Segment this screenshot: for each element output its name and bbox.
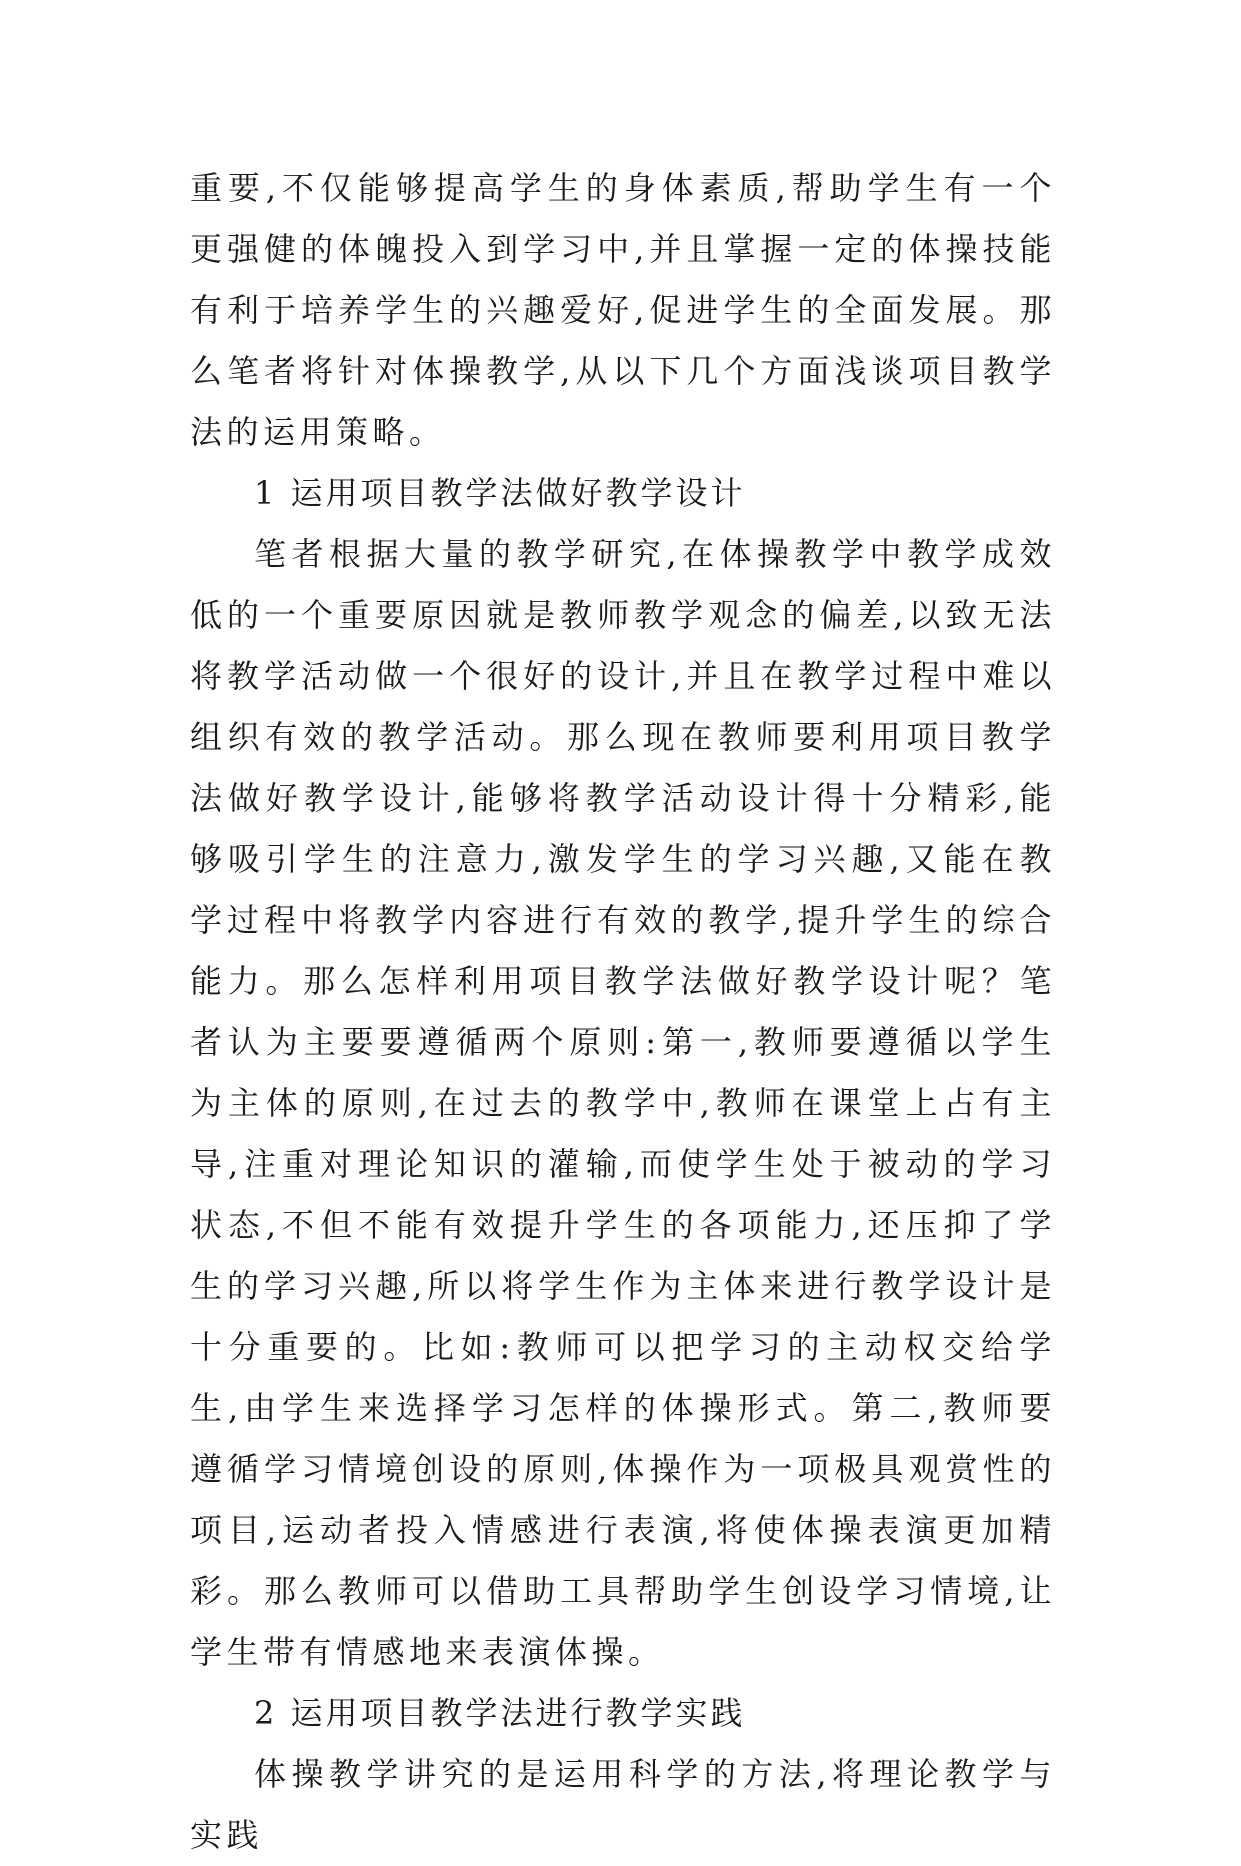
paragraph-section-2: 体操教学讲究的是运用科学的方法,将理论教学与实践: [190, 1755, 1056, 1854]
document-body: [190, 158, 1056, 1866]
paragraph-continuation: 重要,不仅能够提高学生的身体素质,帮助学生有一个更强健的体魄投入到学习中,并且掌握一定的体操技能有利于培养学生的兴趣爱好,促进学生的全面发展。那么笔者将针对体操教学,从以下几个方面浅谈项目教学法的运用策略。: [190, 169, 1056, 451]
section-heading-2: 2 运用项目教学法进行教学实践: [254, 1694, 746, 1732]
section-heading-1: 1 运用项目教学法做好教学设计: [254, 474, 746, 512]
paragraph-section-1: 笔者根据大量的教学研究,在体操教学中教学成效低的一个重要原因就是教师教学观念的偏差,以致无法将教学活动做一个很好的设计,并且在教学过程中难以组织有效的教学活动。那么现在教师要利用项目教学法做好教学设计,能够将教学活动设计得十分精彩,能够吸引学生的注意力,激发学生的学习兴趣,又能在教学过程中将教学内容进行有效的教学,提升学生的综合能力。那么怎样利用项目教学法做好教学设计呢？笔者认为主要要遵循两个原则:第一,教师要遵循以学生为主体的原则,在过去的教学中,教师在课堂上占有主导,注重对理论知识的灌输,而使学生处于被动的学习状态,不但不能有效提升学生的各项能力,还压抑了学生的学习兴趣,所以将学生作为主体来进行教学设计是十分重要的。比如:教师可以把学习的主动权交给学生,由学生来选择学习怎样的体操形式。第二,教师要遵循学习情境创设的原则,体操作为一项极具观赏性的项目,运动者投入情感进行表演,将使体操表演更加精彩。那么教师可以借助工具帮助学生创设学习情境,让学生带有情感地来表演体操。: [190, 535, 1056, 1671]
